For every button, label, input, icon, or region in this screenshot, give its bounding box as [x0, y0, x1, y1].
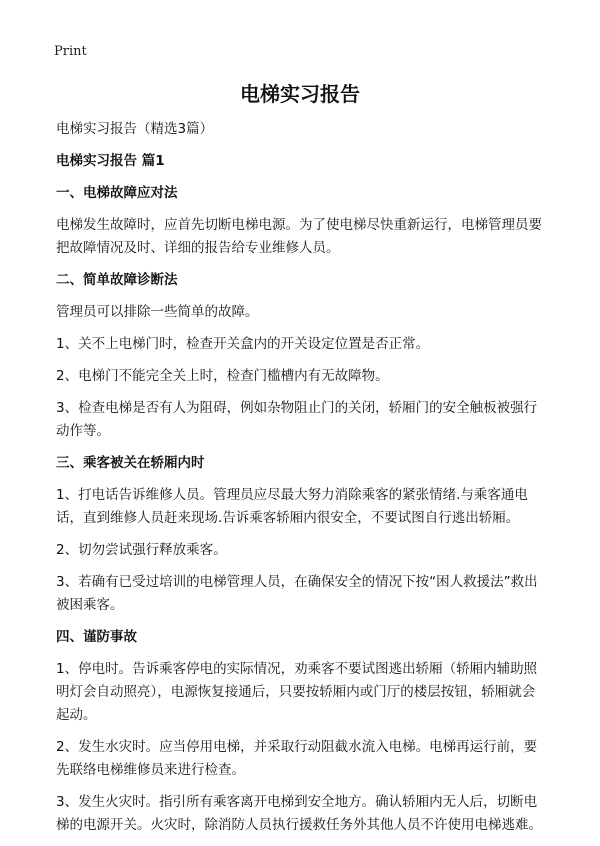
article-heading: 电梯实习报告 篇1	[56, 153, 165, 169]
document-body	[56, 118, 546, 846]
paragraph: 2、发生水灾时。应当停用电梯，并采取行动阻截水流入电梯。电梯再运行前，要先联络电梯维修员来进行检查。	[56, 739, 538, 778]
paragraph: 2、切勿尝试强行释放乘客。	[56, 542, 227, 558]
paragraph: 电梯发生故障时，应首先切断电梯电源。为了使电梯尽快重新运行，电梯管理员要把故障情况及时、详细的报告给专业维修人员。	[56, 217, 542, 256]
section-heading: 一、电梯故障应对法	[56, 185, 178, 201]
paragraph: 1、关不上电梯门时，检查开关盒内的开关设定位置是否正常。	[56, 336, 430, 352]
print-link[interactable]: Print	[54, 44, 87, 59]
paragraph: 3、发生火灾时。指引所有乘客离开电梯到安全地方。确认轿厢内无人后，切断电梯的电源开关。火灾时，除消防人员执行援救任务外其他人员不许使用电梯逃难。	[56, 794, 542, 833]
section-heading: 三、乘客被关在轿厢内时	[56, 455, 205, 471]
paragraph: 1、停电时。告诉乘客停电的实际情况，劝乘客不要试图逃出轿厢（轿厢内辅助照明灯会自动照亮），电源恢复接通后，只要按轿厢内或门厅的楼层按钮，轿厢就会起动。	[56, 661, 538, 723]
page-title: 电梯实习报告	[240, 82, 360, 106]
paragraph: 3、若确有已受过培训的电梯管理人员，在确保安全的情况下按“困人救援法”救出被困乘客。	[56, 574, 538, 613]
paragraph: 1、打电话告诉维修人员。管理员应尽最大努力消除乘客的紧张情绪.与乘客通电话，直到维修人员赶来现场.告诉乘客轿厢内很安全，不要试图自行逃出轿厢。	[56, 487, 528, 526]
section-heading: 二、简单故障诊断法	[56, 272, 178, 288]
document-subtitle: 电梯实习报告（精选3篇）	[56, 121, 214, 137]
paragraph: 管理员可以排除一些简单的故障。	[56, 304, 259, 320]
section-heading: 四、谨防事故	[56, 629, 137, 645]
paragraph: 2、电梯门不能完全关上时，检查门槛槽内有无故障物。	[56, 368, 389, 384]
paragraph: 3、检查电梯是否有人为阻碍，例如杂物阻止门的关闭，轿厢门的安全触板被强行动作等。	[56, 400, 538, 439]
